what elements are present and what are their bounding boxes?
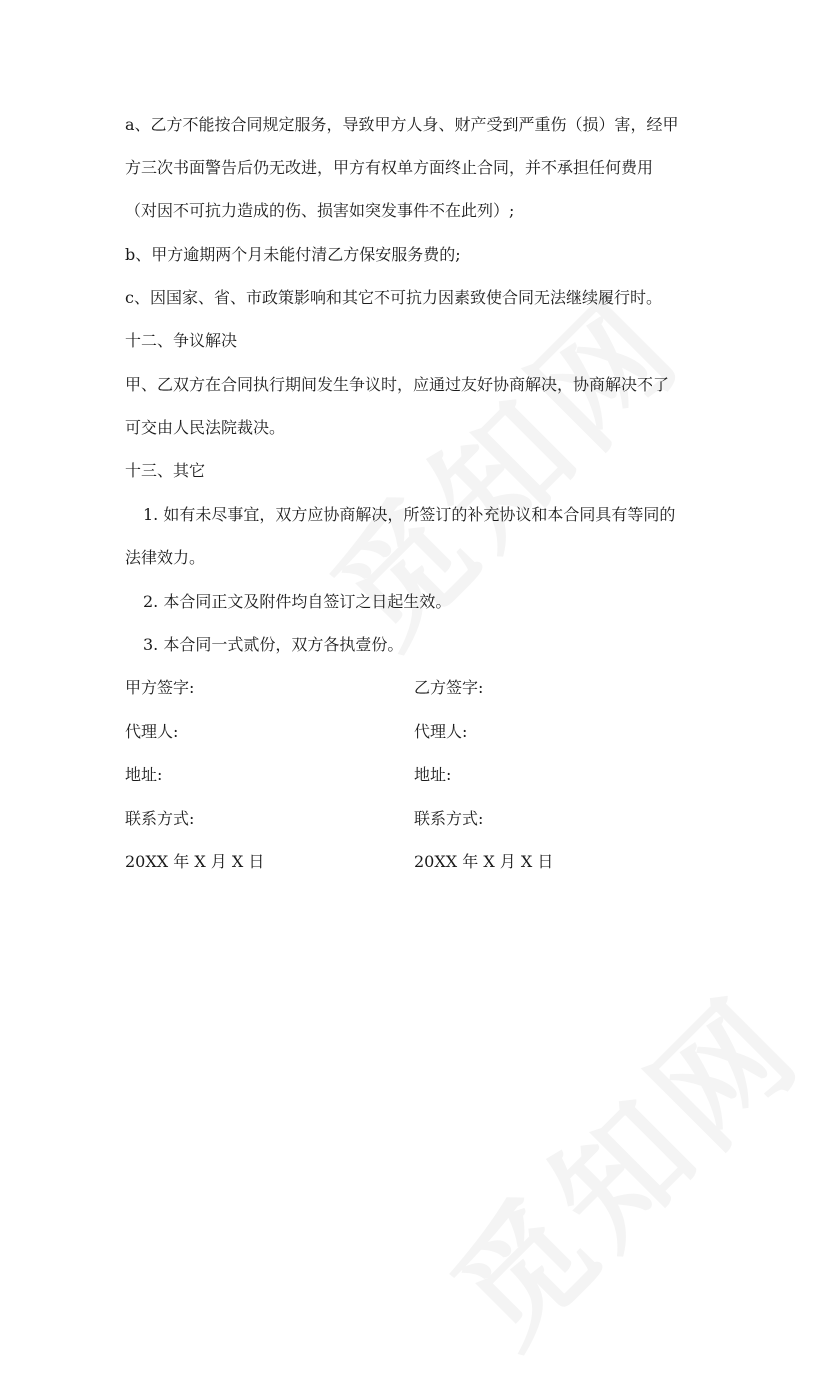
clause-line: b、甲方逾期两个月未能付清乙方保安服务费的;: [125, 245, 461, 264]
section-heading-other: 十三、其它: [125, 461, 206, 480]
party-b-date: 20XX 年 X 月 X 日: [414, 852, 554, 871]
clause-line: c、因国家、省、市政策影响和其它不可抗力因素致使合同无法继续履行时。: [125, 288, 662, 307]
party-b-address-label: 地址:: [414, 765, 452, 784]
section-heading-dispute: 十二、争议解决: [125, 331, 238, 350]
clause-line: （对因不可抗力造成的伤、损害如突发事件不在此列）;: [125, 201, 515, 220]
party-a-address-label: 地址:: [125, 765, 163, 784]
party-a-agent-label: 代理人:: [125, 722, 179, 741]
paragraph-line: 可交由人民法院裁决。: [125, 418, 286, 437]
clause-line: a、乙方不能按合同规定服务，导致甲方人身、财产受到严重伤（损）害，经甲: [125, 115, 679, 134]
party-a-date: 20XX 年 X 月 X 日: [125, 852, 265, 871]
party-b-contact-label: 联系方式:: [414, 809, 484, 828]
list-item: 1. 如有未尽事宜，双方应协商解决，所签订的补充协议和本合同具有等同的: [143, 505, 676, 524]
list-item: 3. 本合同一式贰份，双方各执壹份。: [143, 635, 404, 654]
party-b-sign-label: 乙方签字:: [414, 678, 484, 697]
paragraph-line: 甲、乙双方在合同执行期间发生争议时，应通过友好协商解决，协商解决不了: [125, 375, 670, 394]
party-a-sign-label: 甲方签字:: [125, 678, 195, 697]
list-item: 2. 本合同正文及附件均自签订之日起生效。: [143, 592, 452, 611]
list-item-continuation: 法律效力。: [125, 548, 206, 567]
party-a-contact-label: 联系方式:: [125, 809, 195, 828]
clause-line: 方三次书面警告后仍无改进，甲方有权单方面终止合同，并不承担任何费用: [125, 158, 654, 177]
party-b-agent-label: 代理人:: [414, 722, 468, 741]
